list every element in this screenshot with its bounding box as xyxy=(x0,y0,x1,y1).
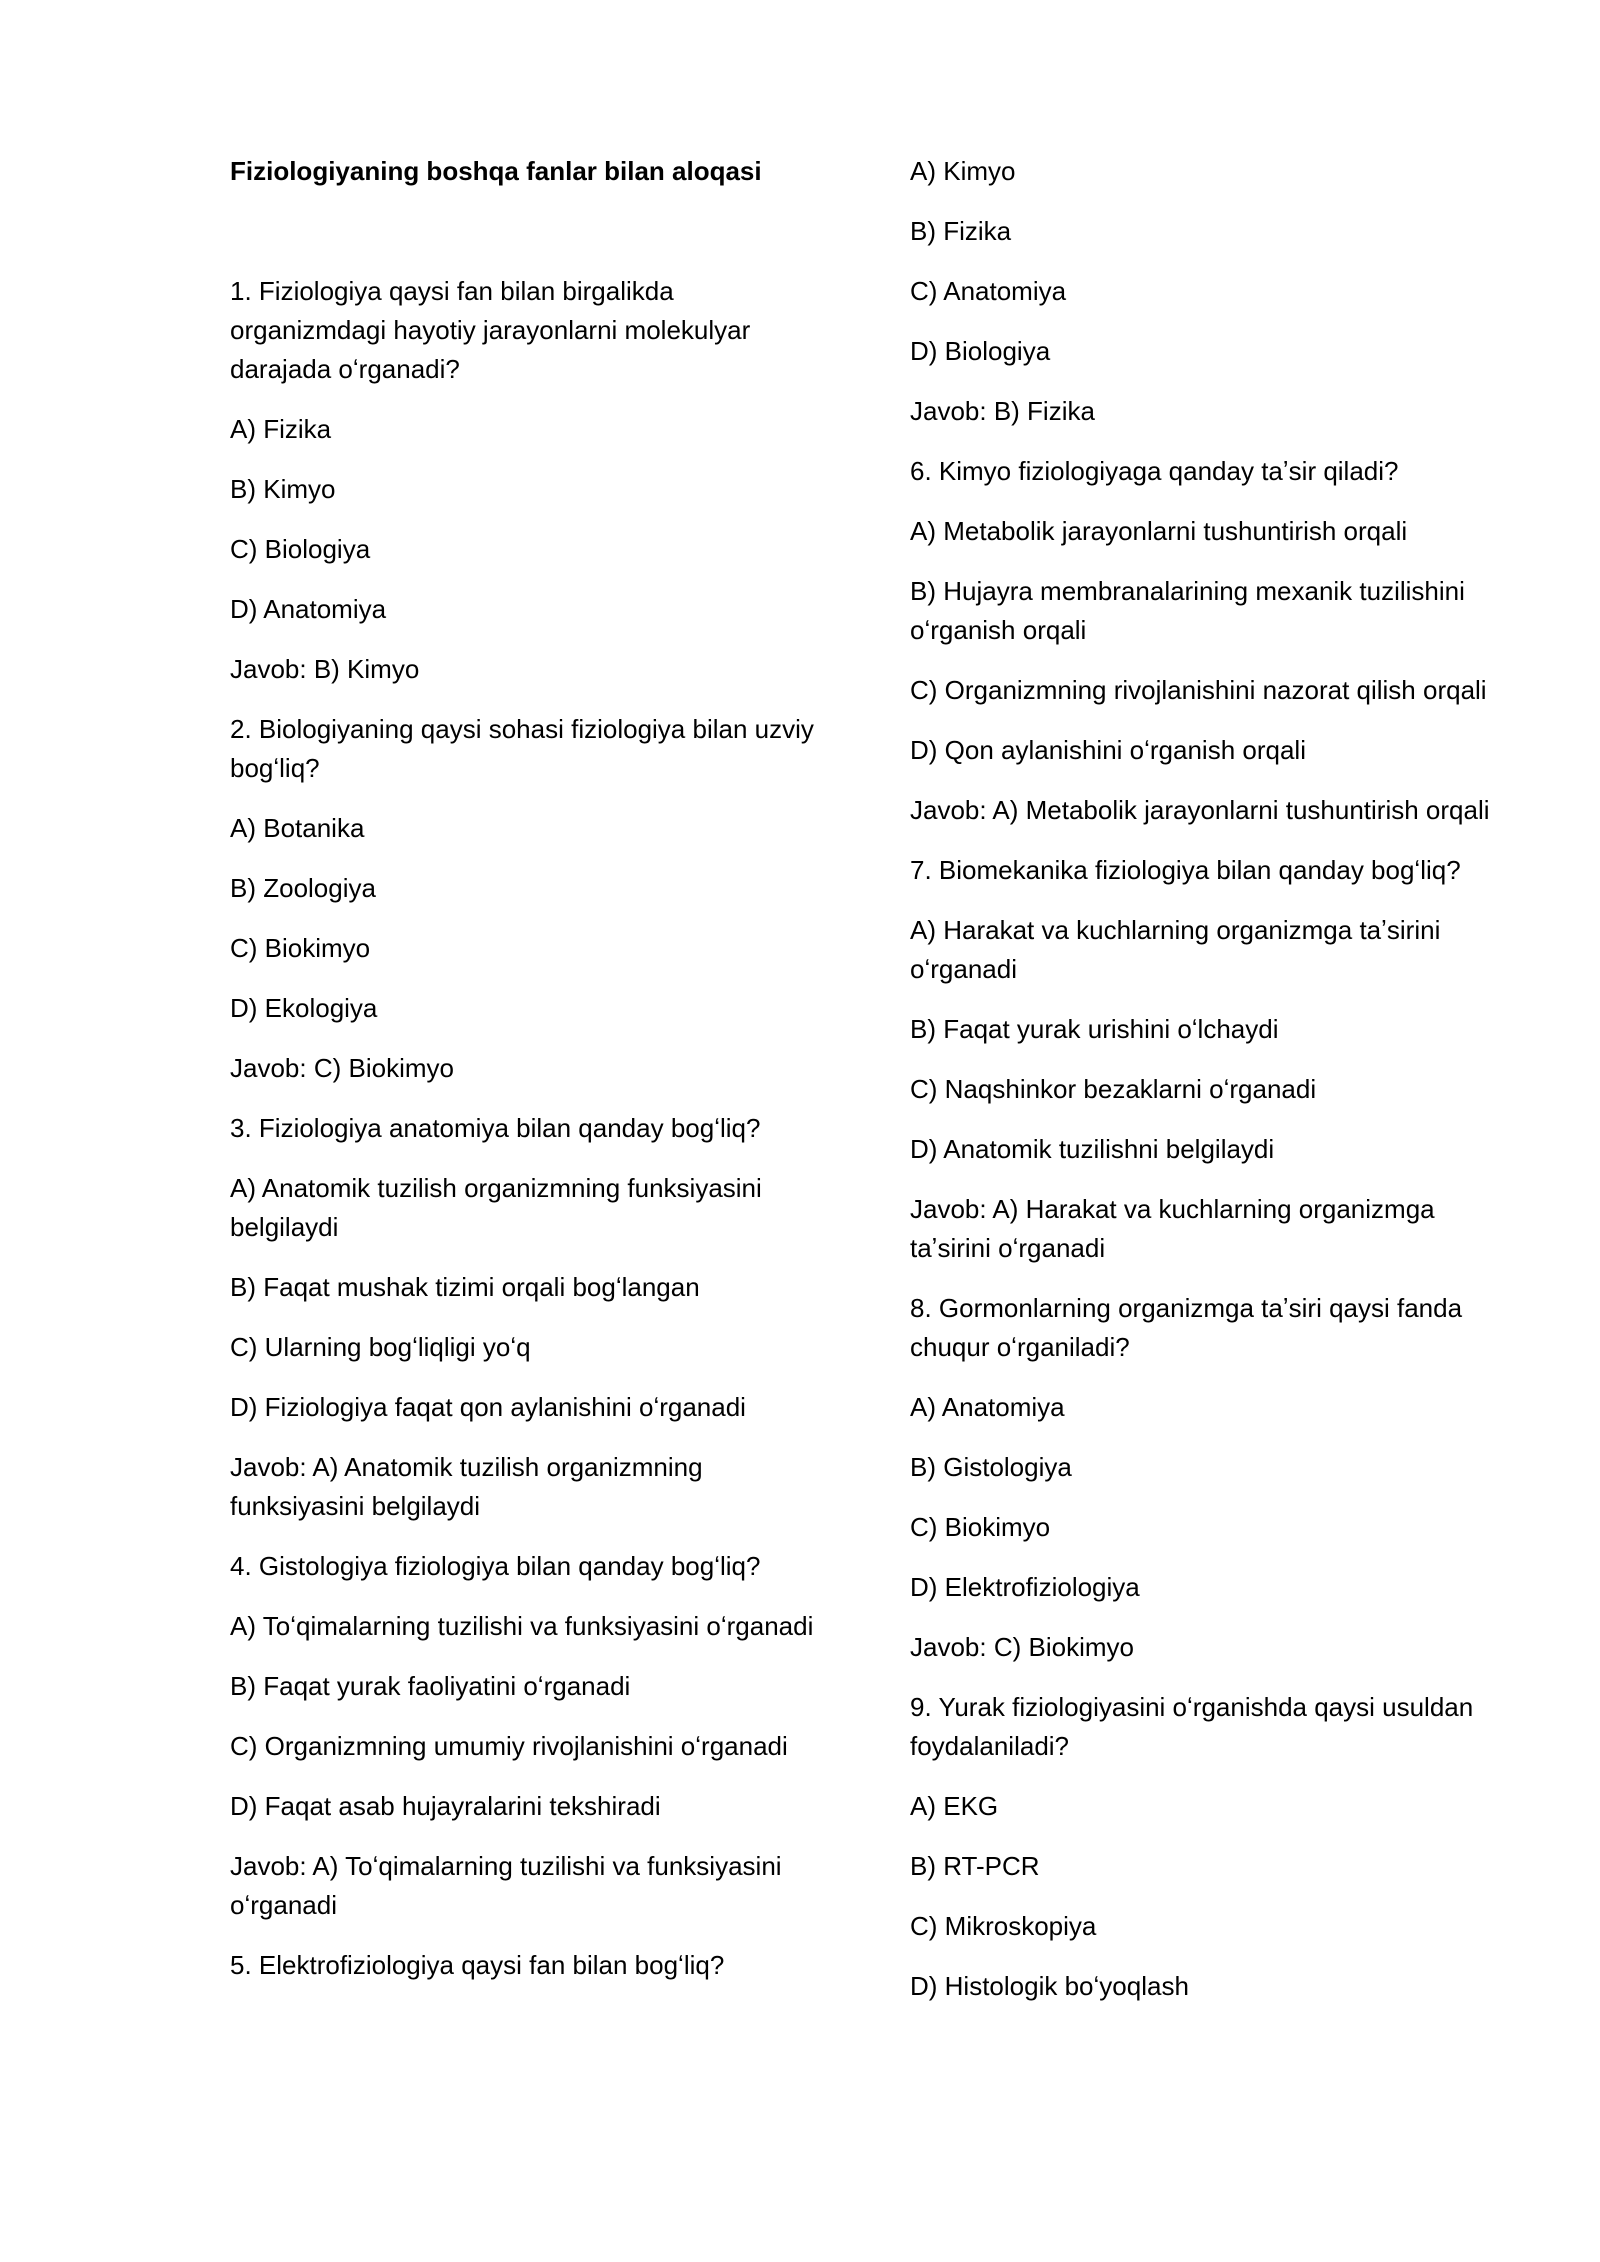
question-line: Javob: A) Metabolik jarayonlarni tushuntirish orqali xyxy=(910,795,1490,825)
question-line: 9. Yurak fiziologiyasini oʻrganishda qaysi usuldan foydalaniladi? xyxy=(910,1692,1474,1761)
question-line: C) Organizmning rivojlanishini nazorat qilish orqali xyxy=(910,675,1487,705)
question-line: Javob: A) Harakat va kuchlarning organizmga taʼsirini oʻrganadi xyxy=(910,1194,1435,1263)
question-line: D) Faqat asab hujayralarini tekshiradi xyxy=(230,1791,661,1821)
question-line: B) Kimyo xyxy=(230,474,336,504)
question-line: 8. Gormonlarning organizmga taʼsiri qaysi fanda chuqur oʻrganiladi? xyxy=(910,1293,1463,1362)
question-line: B) Faqat yurak urishini oʻlchaydi xyxy=(910,1014,1279,1044)
question-line: C) Mikroskopiya xyxy=(910,1911,1097,1941)
question-line: A) Harakat va kuchlarning organizmga taʼsirini oʻrganadi xyxy=(910,915,1441,984)
question-line: C) Biokimyo xyxy=(910,1512,1051,1542)
question-line: Javob: C) Biokimyo xyxy=(230,1053,454,1083)
question-line: C) Biologiya xyxy=(230,534,371,564)
question-line: D) Fiziologiya faqat qon aylanishini oʻrganadi xyxy=(230,1392,746,1422)
question-line: A) Anatomik tuzilish organizmning funksiyasini belgilaydi xyxy=(230,1173,762,1242)
right-column xyxy=(910,152,1510,2027)
left-column-items xyxy=(230,272,830,1985)
question-line: C) Anatomiya xyxy=(910,276,1067,306)
question-line: A) Anatomiya xyxy=(910,1392,1065,1422)
question-line: 6. Kimyo fiziologiyaga qanday taʼsir qiladi? xyxy=(910,456,1399,486)
question-line: A) Metabolik jarayonlarni tushuntirish orqali xyxy=(910,516,1408,546)
question-line: A) Fizika xyxy=(230,414,332,444)
question-line: D) Elektrofiziologiya xyxy=(910,1572,1140,1602)
question-line: 1. Fiziologiya qaysi fan bilan birgalikda organizmdagi hayotiy jarayonlarni molekulyar darajada oʻrganadi? xyxy=(230,276,751,384)
question-line: C) Biokimyo xyxy=(230,933,371,963)
question-line: D) Histologik boʻyoqlash xyxy=(910,1971,1189,2001)
question-line: 2. Biologiyaning qaysi sohasi fiziologiya bilan uzviy bogʻliq? xyxy=(230,714,814,783)
question-line: B) Fizika xyxy=(910,216,1012,246)
question-line: A) Botanika xyxy=(230,813,365,843)
question-line: B) Zoologiya xyxy=(230,873,376,903)
question-line: 4. Gistologiya fiziologiya bilan qanday bogʻliq? xyxy=(230,1551,761,1581)
question-line: C) Ularning bogʻliqligi yoʻq xyxy=(230,1332,531,1362)
question-line: Javob: B) Kimyo xyxy=(230,654,420,684)
question-line: B) Hujayra membranalarining mexanik tuzilishini oʻrganish orqali xyxy=(910,576,1465,645)
question-line: 5. Elektrofiziologiya qaysi fan bilan bogʻliq? xyxy=(230,1950,725,1980)
question-line: 3. Fiziologiya anatomiya bilan qanday bogʻliq? xyxy=(230,1113,761,1143)
page-title: Fiziologiyaning boshqa fanlar bilan aloqasi xyxy=(230,156,762,186)
question-line: D) Biologiya xyxy=(910,336,1051,366)
question-line: D) Ekologiya xyxy=(230,993,378,1023)
question-line: D) Anatomik tuzilishni belgilaydi xyxy=(910,1134,1275,1164)
question-line: 7. Biomekanika fiziologiya bilan qanday bogʻliq? xyxy=(910,855,1461,885)
question-line: A) Kimyo xyxy=(910,156,1016,186)
question-line: B) Faqat mushak tizimi orqali bogʻlangan xyxy=(230,1272,700,1302)
question-line: C) Naqshinkor bezaklarni oʻrganadi xyxy=(910,1074,1317,1104)
right-column-items xyxy=(910,152,1510,2006)
question-line: Javob: C) Biokimyo xyxy=(910,1632,1134,1662)
question-line: B) Faqat yurak faoliyatini oʻrganadi xyxy=(230,1671,631,1701)
question-line: D) Qon aylanishini oʻrganish orqali xyxy=(910,735,1306,765)
question-line: A) Toʻqimalarning tuzilishi va funksiyasini oʻrganadi xyxy=(230,1611,814,1641)
question-line: Javob: A) Toʻqimalarning tuzilishi va funksiyasini oʻrganadi xyxy=(230,1851,782,1920)
question-line: Javob: A) Anatomik tuzilish organizmning funksiyasini belgilaydi xyxy=(230,1452,703,1521)
question-line: B) Gistologiya xyxy=(910,1452,1072,1482)
question-line: Javob: B) Fizika xyxy=(910,396,1095,426)
question-line: A) EKG xyxy=(910,1791,999,1821)
left-column xyxy=(230,152,830,2006)
question-line: B) RT-PCR xyxy=(910,1851,1040,1881)
question-line: C) Organizmning umumiy rivojlanishini oʻrganadi xyxy=(230,1731,788,1761)
question-line: D) Anatomiya xyxy=(230,594,387,624)
